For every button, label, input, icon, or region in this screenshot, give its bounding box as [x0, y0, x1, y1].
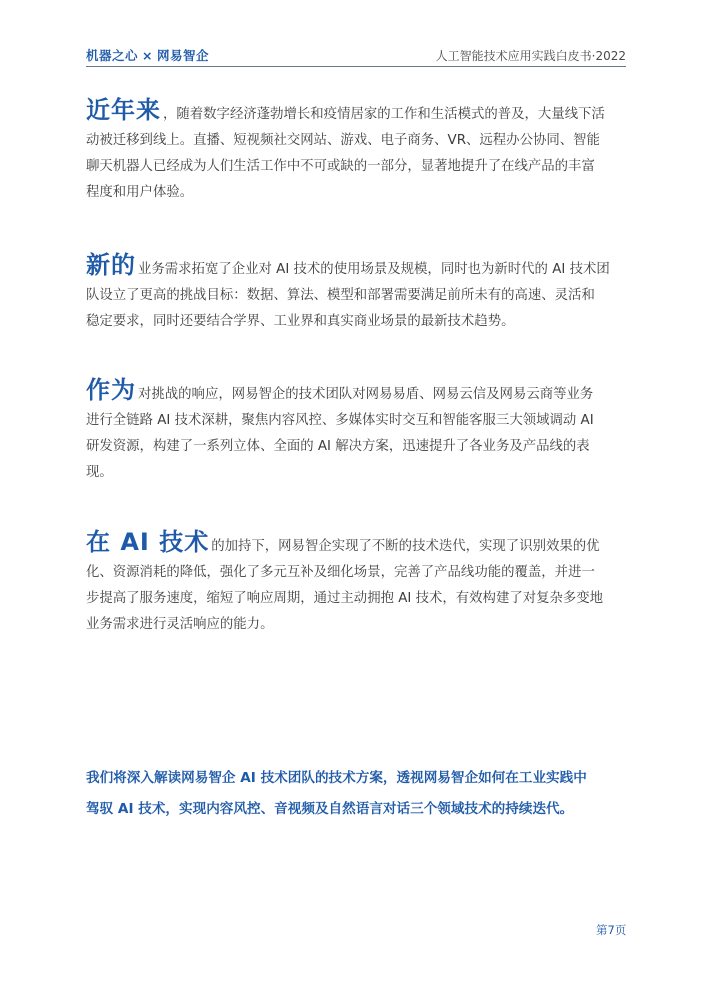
paragraph-line: 步提高了服务速度，缩短了响应周期，通过主动拥抱 AI 技术，有效构建了对复杂多变地 [86, 591, 604, 606]
paragraph-line [86, 92, 605, 128]
lead-word: 新的 [86, 251, 136, 279]
lead-word: 在 AI 技术 [86, 528, 210, 556]
paragraph-4 [86, 524, 604, 638]
paragraph-line [86, 372, 596, 408]
paragraph-line: 化、资源消耗的降低，强化了多元互补及细化场景，完善了产品线功能的覆盖，并进一 [86, 565, 595, 580]
brand-right: 网易智企 [157, 48, 210, 63]
paragraph-line: 队设立了更高的挑战目标：数据、算法、模型和部署需要满足前所未有的高速、灵活和 [86, 288, 595, 303]
callout-line: 驾驭 AI 技术，实现内容风控、音视频及自然语言对话三个领域技术的持续迭代。 [86, 801, 574, 817]
paragraph-line: 稳定要求，同时还要结合学界、工业界和真实商业场景的最新技术趋势。 [86, 314, 515, 329]
paragraph-line [86, 247, 610, 283]
brand-left: 机器之心 [86, 48, 139, 63]
paragraph-line: 业务需求进行灵活响应的能力。 [86, 617, 274, 632]
paragraph-line: 现。 [86, 465, 113, 480]
paragraph-line: 进行全链路 AI 技术深耕，聚焦内容风控、多媒体实时交互和智能客服三大领域调动 AI [86, 413, 594, 428]
paragraph-line: 程度和用户体验。 [86, 185, 194, 200]
line-text: 业务需求拓宽了企业对 AI 技术的使用场景及规模，同时也为新时代的 AI 技术团 [138, 262, 610, 277]
callout-line: 我们将深入解读网易智企 AI 技术团队的技术方案，透视网易智企如何在工业实践中 [86, 770, 587, 786]
paragraph-line: 聊天机器人已经成为人们生活工作中不可或缺的一部分，显著地提升了在线产品的丰富 [86, 159, 595, 174]
paragraph-line [86, 524, 600, 560]
line-text: 对挑战的响应，网易智企的技术团队对网易易盾、网易云信及网易云商等业务 [138, 387, 594, 402]
paragraph-2 [86, 247, 610, 335]
lead-word: 作为 [86, 376, 136, 404]
lead-word: 近年来 [86, 96, 161, 124]
page-header [86, 44, 626, 67]
paragraph-1 [86, 92, 605, 206]
callout-summary [86, 763, 646, 825]
document-title: 人工智能技术应用实践白皮书·2022 [435, 48, 626, 63]
line-text: 的加持下，网易智企实现了不断的技术迭代，实现了识别效果的优 [211, 539, 600, 554]
paragraph-3 [86, 372, 596, 486]
page-number: 第7页 [596, 923, 627, 937]
brand-separator: × [142, 48, 153, 63]
paragraph-line: 研发资源，构建了一系列立体、全面的 AI 解决方案，迅速提升了各业务及产品线的表 [86, 439, 590, 454]
line-text: ，随着数字经济蓬勃增长和疫情居家的工作和生活模式的普及，大量线下活 [163, 107, 605, 122]
paragraph-line: 动被迁移到线上。直播、短视频社交网站、游戏、电子商务、VR、远程办公协同、智能 [86, 133, 600, 148]
brand-logo [86, 46, 209, 64]
